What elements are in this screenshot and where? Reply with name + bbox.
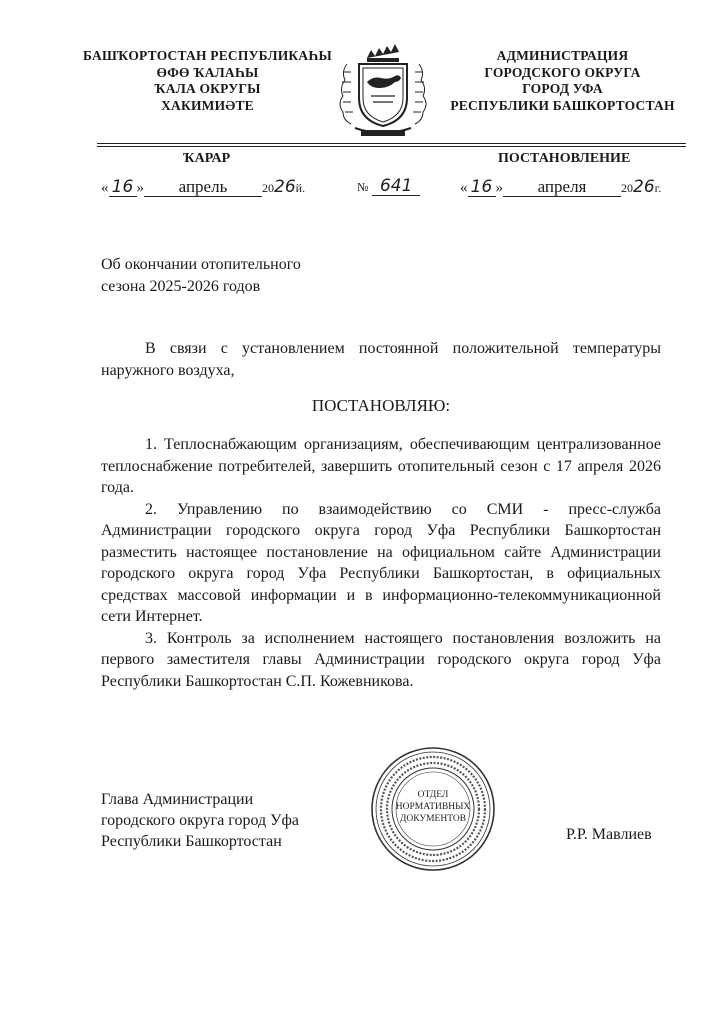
preamble: В связи с установлением постоянной положительной температуры наружного воздуха, (101, 340, 661, 379)
signature-title-line-2: городского округа город Уфа (101, 812, 299, 829)
header-bashkir (70, 48, 345, 114)
header-left-line-3: ҠАЛА ОКРУГЫ (154, 81, 261, 96)
date-left-open-quote: « (101, 180, 109, 196)
date-right-year: 26 (633, 177, 655, 197)
header-divider-bottom (97, 146, 686, 147)
doc-subject (101, 254, 301, 297)
doc-number (357, 177, 420, 196)
date-right-open-quote: « (460, 180, 468, 196)
signature-title (101, 789, 299, 852)
doc-type-bashkir: ҠАРАР (183, 151, 231, 166)
date-right-month: апреля (503, 178, 621, 197)
decree-items (101, 434, 661, 692)
date-right-year-prefix: 20 (621, 181, 633, 195)
signature-name: Р.Р. Мавлиев (566, 826, 652, 843)
date-left-day: 16 (109, 178, 137, 197)
header-divider-top (97, 143, 686, 144)
doc-subject-line-2: сезона 2025-2026 годов (101, 277, 261, 295)
date-left-year-prefix: 20 (262, 181, 274, 195)
decree-item-3: 3. Контроль за исполнением настоящего постановления возложить на первого заместителя главы Администрации городского округа город Уфа Республики Башкортостан С.П. Кожевникова. (101, 629, 661, 690)
date-left-suffix: й. (295, 181, 306, 195)
seal-line-2: НОРМАТИВНЫХ (395, 802, 471, 812)
doc-number-value: 641 (372, 177, 420, 196)
header-left-line-4: ХАКИМИӘТЕ (161, 97, 254, 113)
doc-type-russian: ПОСТАНОВЛЕНИЕ (498, 151, 631, 166)
header-right-line-1: АДМИНИСТРАЦИЯ (496, 48, 629, 63)
header-right-line-2: ГОРОДСКОГО ОКРУГА (484, 64, 641, 80)
date-left-month: апрель (144, 178, 262, 197)
date-left-close-quote: » (136, 180, 144, 196)
decree-item-1: 1. Теплоснабжающим организациям, обеспечивающим централизованное теплоснабжение потребителей, завершить отопительный сезон с 17 апреля 2026 года. (101, 436, 661, 496)
header-right-line-4: РЕСПУБЛИКИ БАШКОРТОСТАН (450, 97, 675, 113)
header-left-line-2: ӨФӨ ҠАЛАҺЫ (156, 64, 259, 80)
date-right-suffix: г. (654, 181, 662, 195)
doc-subject-line-1: Об окончании отопительного (101, 256, 301, 273)
decree-word: ПОСТАНОВЛЯЮ: (311, 396, 451, 415)
decree-item-2: 2. Управлению по взаимодействию со СМИ - пресс-служба Администрации городского округа город Уфа Республики Башкортостан разместить настоящее постановление на официальном сайте Администрации городского округа город Уфа Республики Башкортостан, в официальных средствах массовой информации и в информационно-телекоммуникационной сети Интернет. (101, 500, 661, 625)
signature-title-line-1: Глава Администрации (101, 791, 254, 808)
signature-title-line-3: Республики Башкортостан (101, 833, 282, 850)
date-left (101, 177, 305, 197)
header-right-line-3: ГОРОД УФА (522, 81, 603, 96)
header-russian (440, 48, 685, 114)
date-right-close-quote: » (495, 180, 503, 196)
seal-line-1: ОТДЕЛ (417, 790, 449, 800)
coat-of-arms-emblem (337, 44, 429, 140)
doc-number-label: № (357, 180, 369, 194)
header-left-line-1: БАШҠОРТОСТАН РЕСПУБЛИКАҺЫ (83, 48, 332, 63)
seal-line-3: ДОКУМЕНТОВ (399, 814, 467, 824)
coat-of-arms-icon (337, 44, 429, 140)
seal-stamp-icon (368, 744, 498, 874)
official-seal (368, 744, 498, 874)
date-right (460, 177, 661, 197)
date-right-day: 16 (468, 178, 496, 197)
date-left-year: 26 (274, 177, 296, 197)
